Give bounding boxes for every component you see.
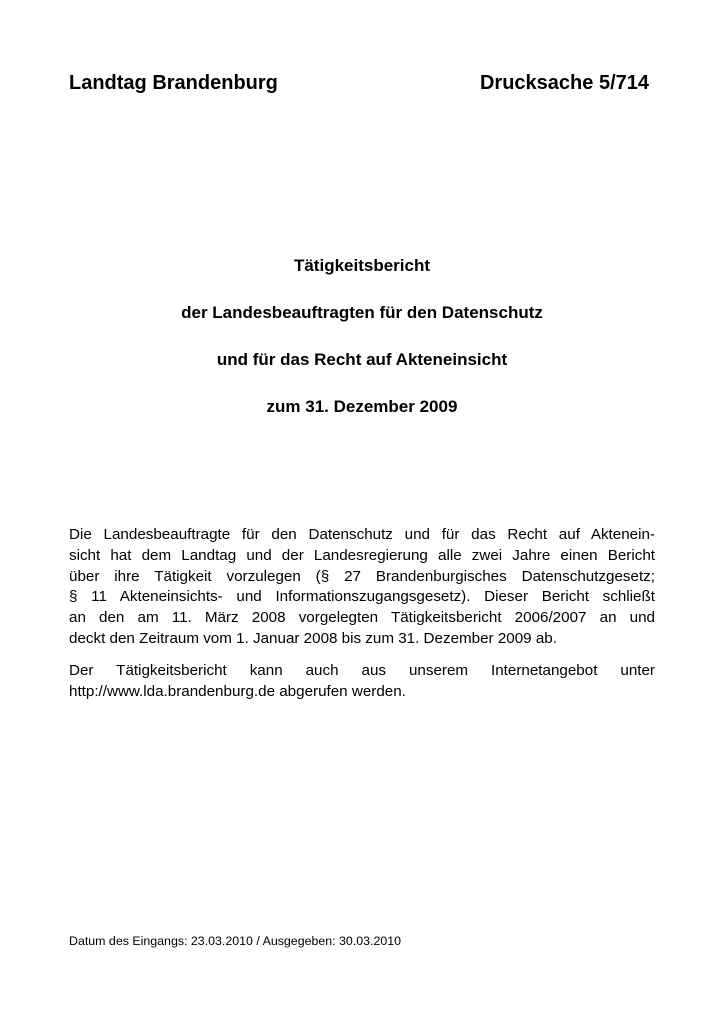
paragraph-intro [69,525,655,650]
paragraph-line: sicht hat dem Landtag und der Landesregierung alle zwei Jahre einen Bericht [69,546,655,564]
paragraph-line: an den am 11. März 2008 vorgelegten Tätigkeitsbericht 2006/2007 an und [69,609,655,627]
paragraph-line: über ihre Tätigkeit vorzulegen (§ 27 Brandenburgisches Datenschutzgesetz; [69,567,655,585]
parliament-name: Landtag Brandenburg [69,72,278,94]
document-header [69,70,649,96]
paragraph-line: Der Tätigkeitsbericht kann auch aus unserem Internetangebot unter [69,661,655,679]
title-line-3: und für das Recht auf Akteneinsicht [216,350,508,369]
report-title [0,254,724,442]
document-footer: Datum des Eingangs: 23.03.2010 / Ausgegeben: 30.03.2010 [69,934,402,948]
body-text [69,525,655,702]
website-link-text[interactable]: http://www.lda.brandenburg.de abgerufen werden. [69,682,406,700]
paragraph-line: Die Landesbeauftragte für den Datenschutz und für das Recht auf Aktenein- [69,526,655,543]
document-number: Drucksache 5/714 [479,72,649,94]
title-line-4: zum 31. Dezember 2009 [266,397,458,416]
title-line-1: Tätigkeitsbericht [293,256,431,275]
paragraph-line: deckt den Zeitraum vom 1. Januar 2008 bis zum 31. Dezember 2009 ab. [69,629,557,647]
paragraph-internet [69,661,655,703]
title-line-2: der Landesbeauftragten für den Datenschutz [181,303,543,322]
paragraph-line: § 11 Akteneinsichts- und Informationszugangsgesetz). Dieser Bericht schließt [69,588,655,606]
